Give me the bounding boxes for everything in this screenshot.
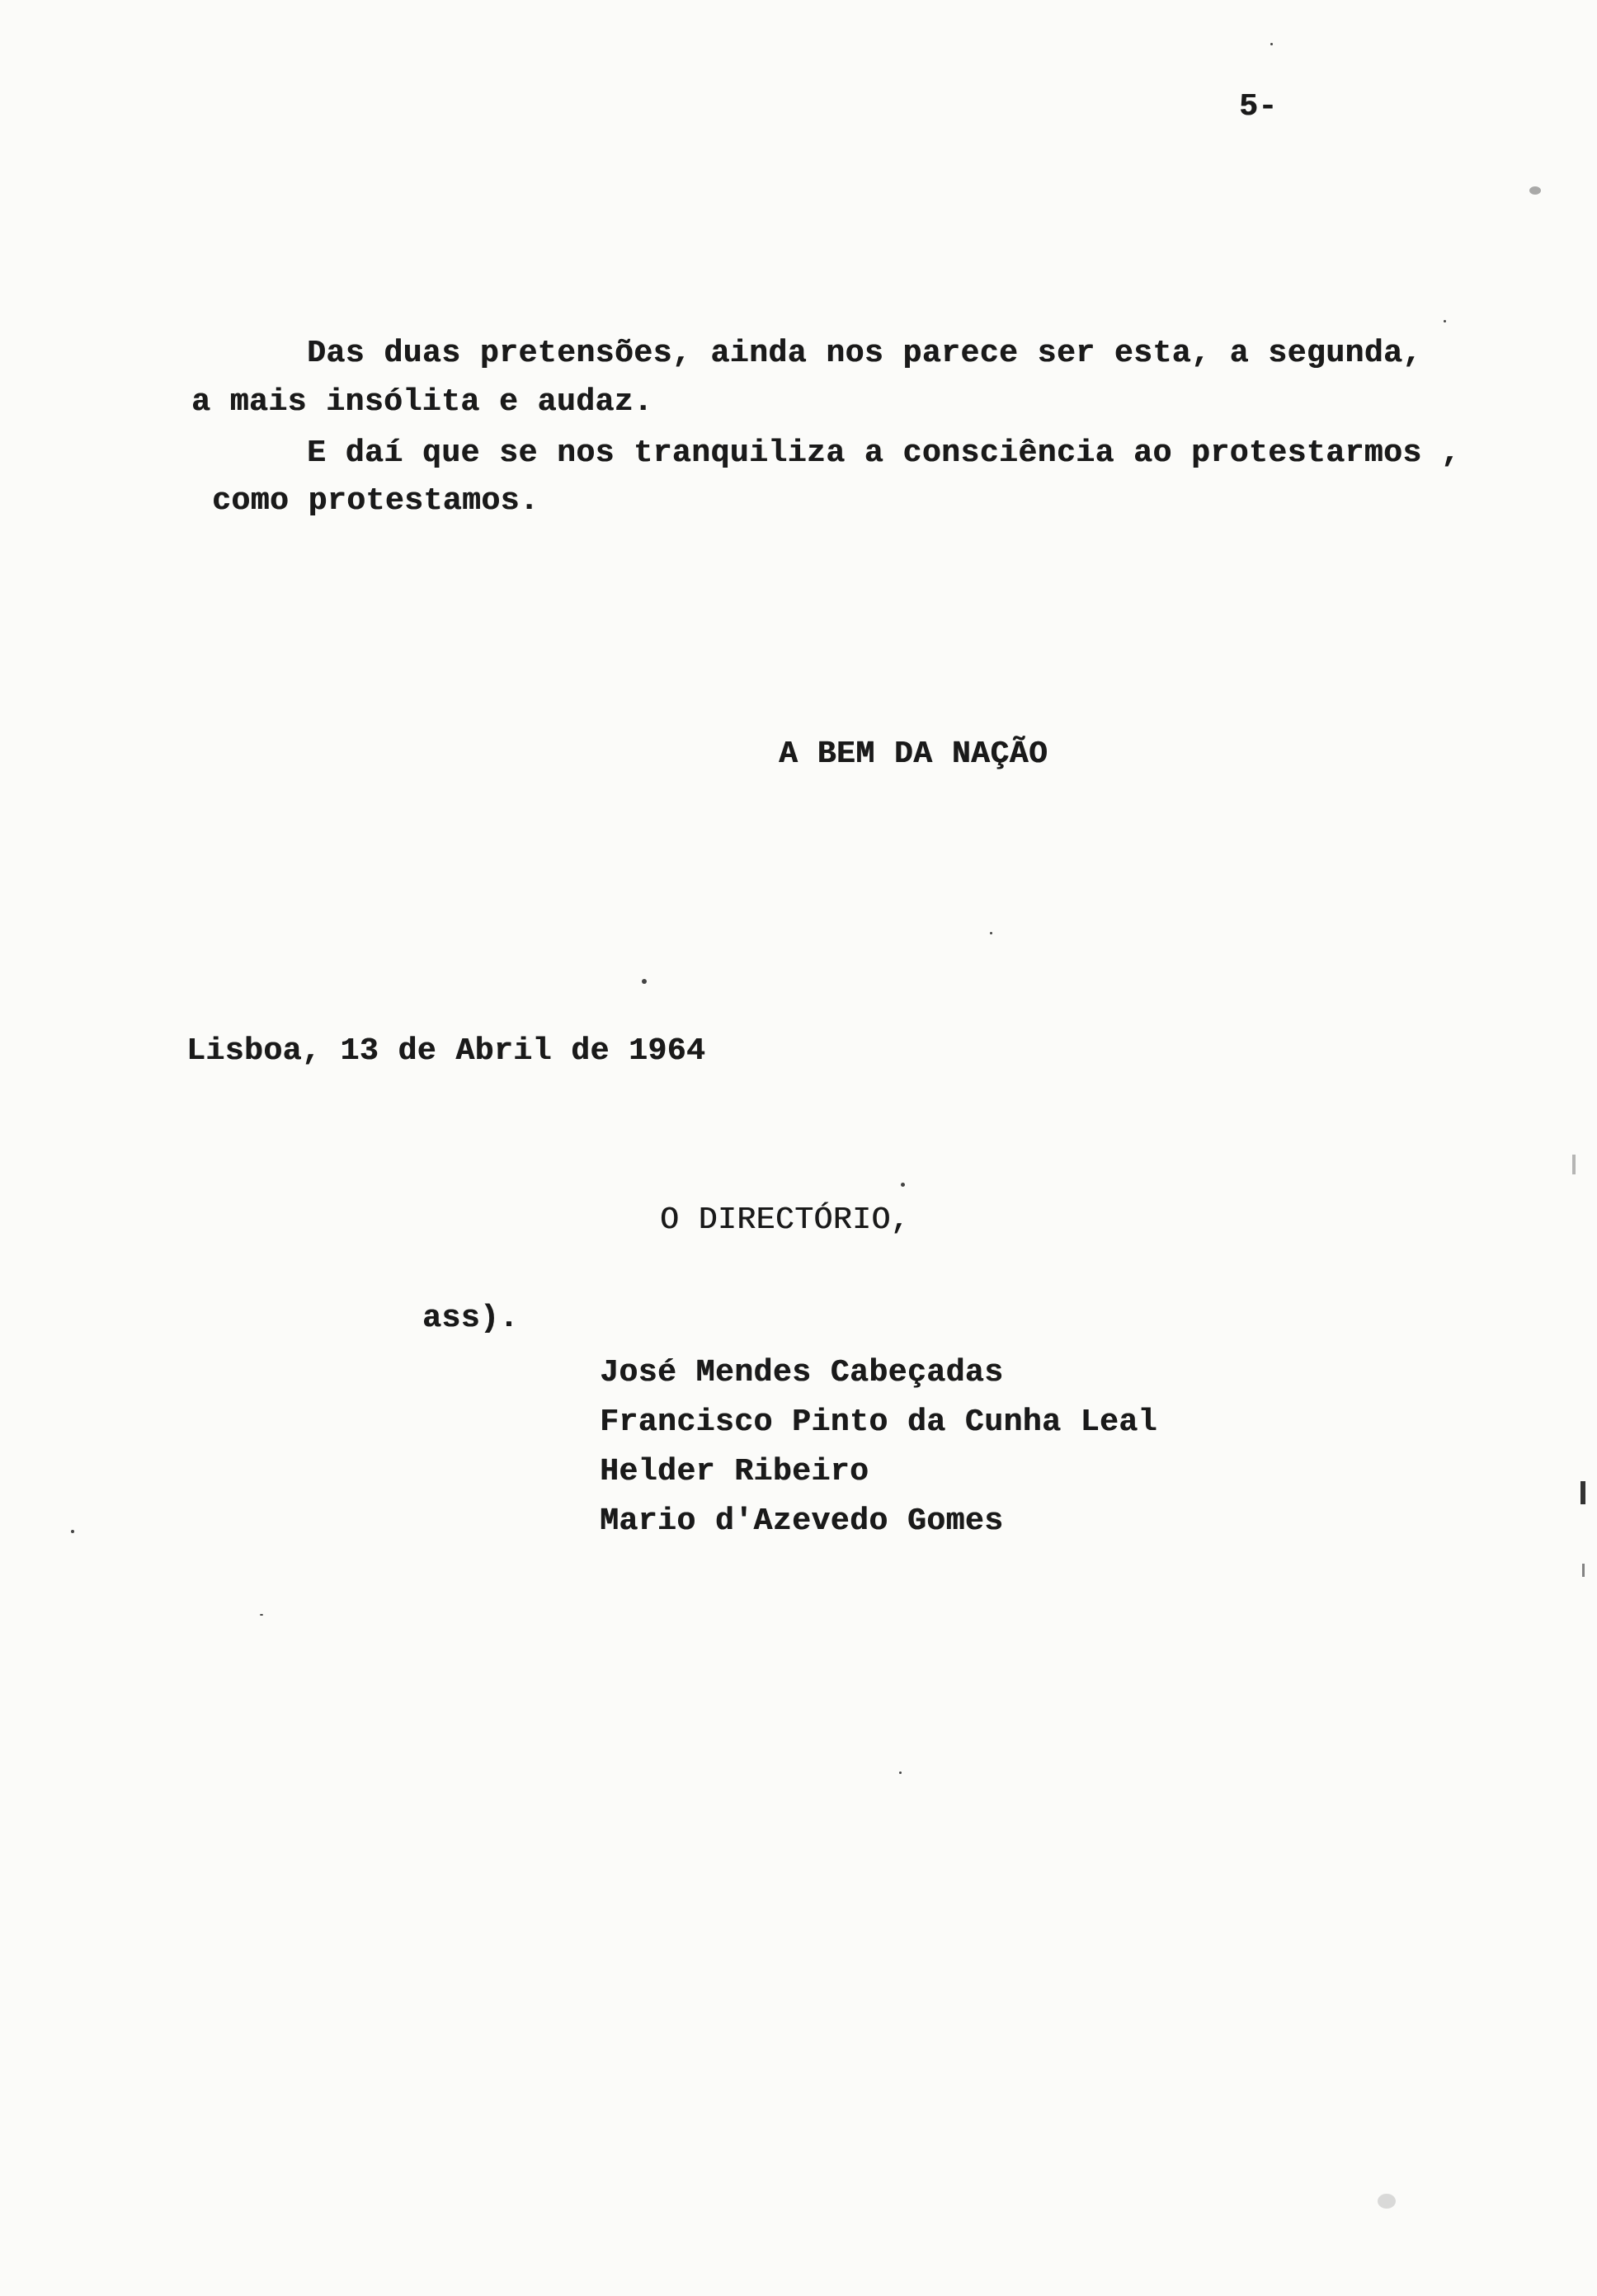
signatory-name: Francisco Pinto da Cunha Leal <box>600 1404 1157 1440</box>
scan-speck <box>1529 186 1541 195</box>
signatory-body: O DIRECTÓRIO, <box>660 1202 910 1238</box>
scan-edge-mark <box>1582 1564 1585 1577</box>
scan-speck <box>642 979 647 984</box>
scan-speck <box>901 1183 905 1187</box>
scan-speck <box>990 932 992 934</box>
signatory-name: Helder Ribeiro <box>600 1454 869 1489</box>
signatory-name: José Mendes Cabeçadas <box>600 1355 1004 1390</box>
paragraph-line: como protestamos. <box>212 483 539 519</box>
closing-salutation: A BEM DA NAÇÃO <box>779 736 1048 772</box>
scan-speck <box>1270 43 1273 45</box>
paragraph-line: a mais insólita e audaz. <box>191 384 653 420</box>
dateline: Lisboa, 13 de Abril de 1964 <box>186 1033 706 1069</box>
scan-speck <box>1378 2194 1396 2209</box>
scan-speck <box>71 1530 74 1533</box>
scan-speck <box>899 1771 902 1774</box>
scan-edge-mark <box>1572 1155 1576 1174</box>
scan-speck <box>260 1614 263 1616</box>
signatory-name: Mario d'Azevedo Gomes <box>600 1503 1004 1539</box>
scan-speck <box>1444 320 1446 322</box>
paragraph-line: Das duas pretensões, ainda nos parece ser esta, a segunda, <box>307 336 1422 371</box>
signed-marker: ass). <box>422 1301 519 1336</box>
paragraph-line: E daí que se nos tranquiliza a consciência ao protestarmos , <box>307 435 1461 471</box>
page-number: 5- <box>1239 89 1278 125</box>
scan-edge-mark <box>1581 1481 1585 1504</box>
